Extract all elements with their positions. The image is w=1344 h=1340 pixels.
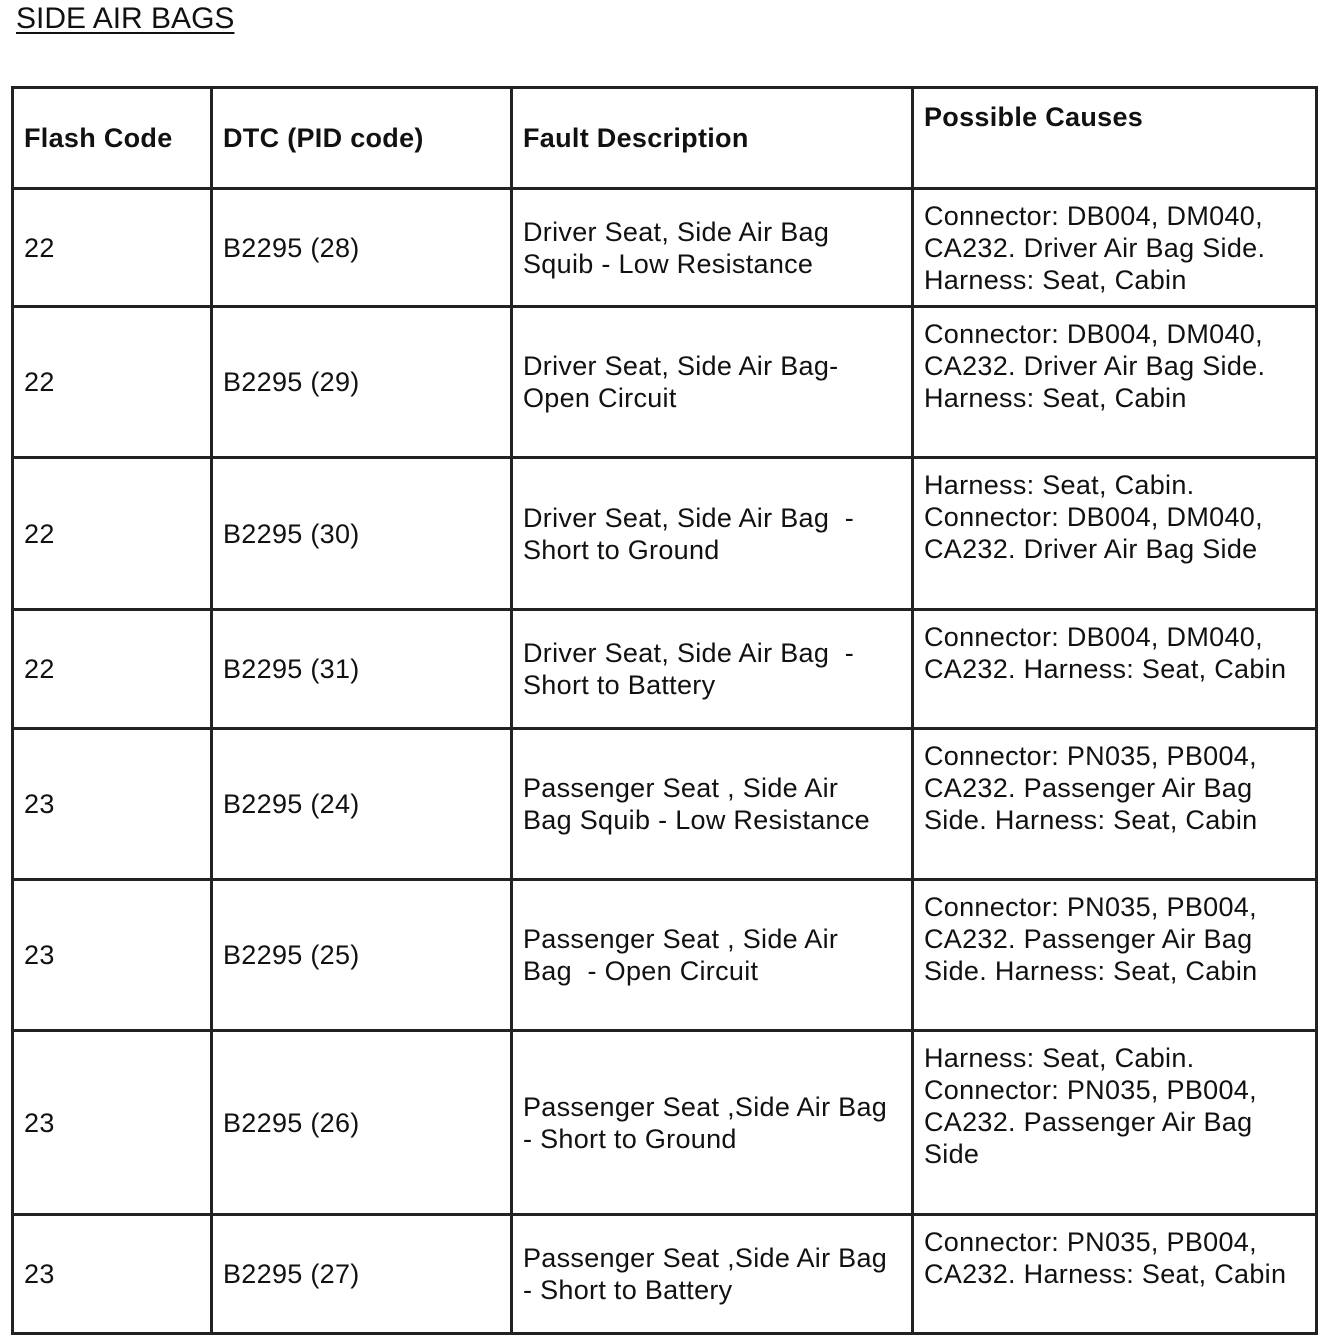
cell-flash-code: 22 xyxy=(13,458,212,610)
cell-fault-description xyxy=(512,610,913,729)
cell-fault-description xyxy=(512,307,913,458)
header-possible-causes: Possible Causes xyxy=(913,88,1317,189)
fault-code-table xyxy=(11,86,1318,1335)
cell-dtc: B2295 (31) xyxy=(212,610,512,729)
cell-possible-causes xyxy=(913,610,1317,729)
table-header-row xyxy=(13,88,1317,189)
fault-description-line: Bag Squib - Low Resistance xyxy=(523,805,870,835)
table-body xyxy=(13,189,1317,1334)
cell-dtc: B2295 (27) xyxy=(212,1215,512,1334)
cell-dtc: B2295 (24) xyxy=(212,729,512,880)
fault-description-line: Short to Ground xyxy=(523,534,720,565)
fault-description-line: Driver Seat, Side Air Bag- xyxy=(523,351,839,381)
fault-description-line: Passenger Seat , Side Air xyxy=(523,773,839,803)
cell-flash-code: 23 xyxy=(13,729,212,880)
cell-flash-code: 23 xyxy=(13,880,212,1031)
possible-cause-line: Harness: Seat, Cabin. xyxy=(924,470,1195,500)
cell-dtc: B2295 (28) xyxy=(212,189,512,307)
possible-cause-line: Side. Harness: Seat, Cabin xyxy=(924,956,1258,986)
cell-flash-code: 23 xyxy=(13,1215,212,1334)
possible-cause-line: Harness: Seat, Cabin xyxy=(924,265,1187,295)
cell-dtc: B2295 (29) xyxy=(212,307,512,458)
cell-possible-causes xyxy=(913,189,1317,307)
possible-cause-line: CA232. Harness: Seat, Cabin xyxy=(924,654,1287,684)
header-fault-description: Fault Description xyxy=(512,88,913,189)
page-title: SIDE AIR BAGS xyxy=(16,2,235,35)
cell-possible-causes xyxy=(913,458,1317,610)
fault-description-line: Bag - Open Circuit xyxy=(523,956,759,986)
possible-cause-line: Harness: Seat, Cabin xyxy=(924,383,1187,413)
cell-possible-causes xyxy=(913,880,1317,1031)
fault-description-line: - Short to Ground xyxy=(523,1123,737,1154)
fault-description-line: - Short to Battery xyxy=(523,1275,733,1305)
cell-possible-causes xyxy=(913,307,1317,458)
fault-description-line: Driver Seat, Side Air Bag xyxy=(523,216,830,247)
table-row xyxy=(13,458,1317,610)
possible-cause-line: CA232. Driver Air Bag Side. xyxy=(924,351,1266,381)
cell-fault-description xyxy=(512,1031,913,1215)
cell-fault-description xyxy=(512,880,913,1031)
header-dtc: DTC (PID code) xyxy=(212,88,512,189)
possible-cause-line: CA232. Passenger Air Bag xyxy=(924,1107,1253,1137)
possible-cause-line: Side xyxy=(924,1139,980,1169)
table-row xyxy=(13,189,1317,307)
fault-description-line: Passenger Seat ,Side Air Bag xyxy=(523,1091,888,1122)
possible-cause-line: CA232. Driver Air Bag Side xyxy=(924,534,1258,564)
table-row xyxy=(13,880,1317,1031)
possible-cause-line: Connector: DB004, DM040, xyxy=(924,502,1263,532)
possible-cause-line: Connector: DB004, DM040, xyxy=(924,319,1263,349)
possible-cause-line: Connector: PN035, PB004, xyxy=(924,1227,1257,1257)
table-row xyxy=(13,610,1317,729)
possible-cause-line: Connector: PN035, PB004, xyxy=(924,1075,1257,1105)
table-row xyxy=(13,729,1317,880)
possible-cause-line: Harness: Seat, Cabin. xyxy=(924,1043,1195,1073)
fault-description-line: Driver Seat, Side Air Bag - xyxy=(523,638,855,668)
table-row xyxy=(13,1031,1317,1215)
cell-flash-code: 23 xyxy=(13,1031,212,1215)
possible-cause-line: Connector: PN035, PB004, xyxy=(924,892,1257,922)
cell-possible-causes xyxy=(913,1031,1317,1215)
fault-description-line: Driver Seat, Side Air Bag - xyxy=(523,502,855,533)
possible-cause-line: Connector: PN035, PB004, xyxy=(924,741,1257,771)
header-flash-code: Flash Code xyxy=(13,88,212,189)
cell-fault-description xyxy=(512,729,913,880)
cell-fault-description xyxy=(512,189,913,307)
cell-possible-causes xyxy=(913,729,1317,880)
fault-description-line: Short to Battery xyxy=(523,670,716,700)
fault-description-line: Open Circuit xyxy=(523,383,677,413)
table-row xyxy=(13,1215,1317,1334)
possible-cause-line: Side. Harness: Seat, Cabin xyxy=(924,805,1258,835)
cell-dtc: B2295 (26) xyxy=(212,1031,512,1215)
cell-dtc: B2295 (25) xyxy=(212,880,512,1031)
possible-cause-line: Connector: DB004, DM040, xyxy=(924,622,1263,652)
cell-flash-code: 22 xyxy=(13,610,212,729)
fault-description-line: Squib - Low Resistance xyxy=(523,248,814,279)
fault-description-line: Passenger Seat , Side Air xyxy=(523,924,839,954)
fault-description-line: Passenger Seat ,Side Air Bag xyxy=(523,1243,888,1273)
possible-cause-line: CA232. Harness: Seat, Cabin xyxy=(924,1259,1287,1289)
cell-dtc: B2295 (30) xyxy=(212,458,512,610)
cell-flash-code: 22 xyxy=(13,189,212,307)
cell-fault-description xyxy=(512,458,913,610)
possible-cause-line: Connector: DB004, DM040, xyxy=(924,201,1263,231)
cell-possible-causes xyxy=(913,1215,1317,1334)
possible-cause-line: CA232. Passenger Air Bag xyxy=(924,924,1253,954)
cell-fault-description xyxy=(512,1215,913,1334)
possible-cause-line: CA232. Driver Air Bag Side. xyxy=(924,233,1266,263)
table-row xyxy=(13,307,1317,458)
cell-flash-code: 22 xyxy=(13,307,212,458)
possible-cause-line: CA232. Passenger Air Bag xyxy=(924,773,1253,803)
